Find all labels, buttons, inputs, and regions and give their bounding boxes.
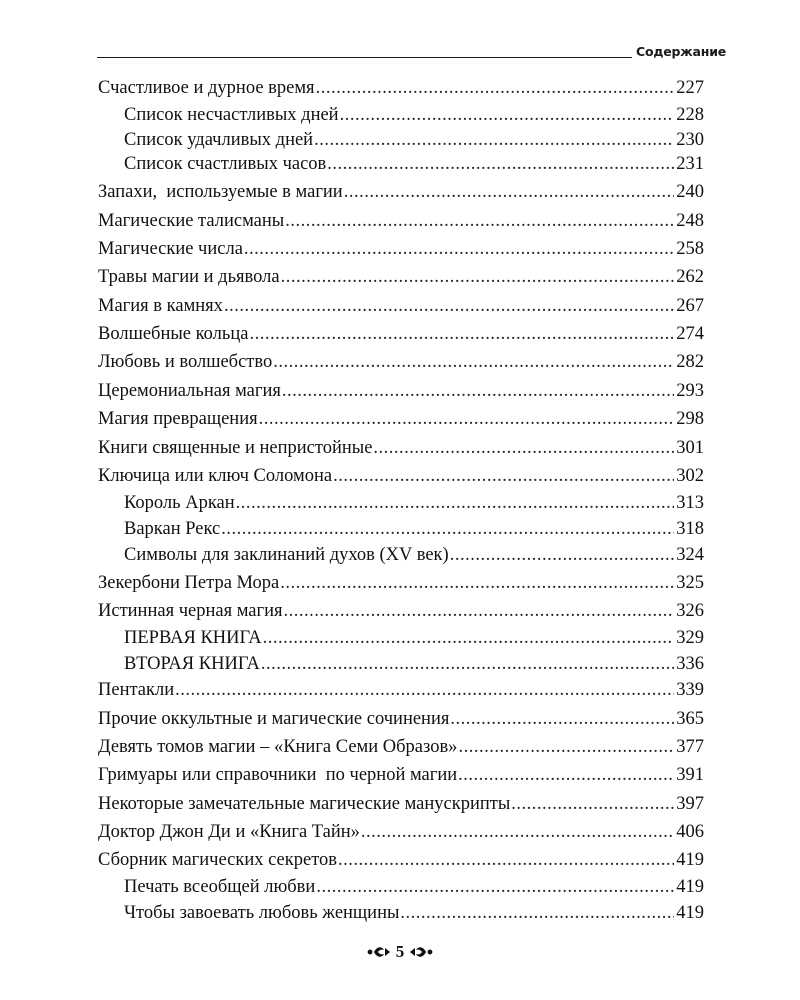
toc-entry-page: 293: [676, 381, 704, 401]
toc-entry-page: 267: [676, 296, 704, 316]
toc-entry: [98, 599, 704, 623]
dot-leader: [221, 517, 674, 541]
toc-entry-page: 419: [676, 877, 704, 897]
toc-entry-title: Книги священные и непристойные: [98, 438, 373, 458]
dot-leader: [261, 652, 674, 676]
toc-entry-title: Магические числа: [98, 239, 243, 259]
page-number: 5: [395, 942, 405, 961]
toc-entry: [124, 517, 704, 541]
dot-leader: [236, 491, 675, 515]
toc-entry-title: ПЕРВАЯ КНИГА: [124, 628, 262, 648]
toc-entry-page: 318: [676, 519, 704, 539]
toc-entry-page: 325: [676, 573, 704, 593]
toc-entry: [124, 652, 704, 676]
dot-leader: [333, 464, 674, 488]
dot-leader: [327, 152, 674, 176]
toc-entry-title: Гримуары или справочники по черной магии: [98, 765, 458, 785]
toc-entry: [124, 128, 704, 152]
toc-entry: [124, 491, 704, 515]
toc-entry-title: Некоторые замечательные магические манускрипты: [98, 794, 511, 814]
dot-leader: [284, 599, 675, 623]
dot-leader: [244, 237, 674, 261]
toc-entry: [98, 209, 704, 233]
toc-entry-page: 228: [676, 105, 704, 125]
toc-entry-page: 227: [676, 78, 704, 98]
toc-entry-page: 248: [676, 211, 704, 231]
toc-entry-page: 329: [676, 628, 704, 648]
toc-entry: [98, 76, 704, 100]
toc-entry-page: 419: [676, 903, 704, 923]
dot-leader: [259, 407, 675, 431]
toc-entry-title: Девять томов магии – «Книга Семи Образов»: [98, 737, 458, 757]
toc-entry-title: ВТОРАЯ КНИГА: [124, 654, 260, 674]
dot-leader: [281, 265, 675, 289]
dot-leader: [373, 436, 674, 460]
toc-entry-title: Пентакли: [98, 680, 175, 700]
toc-entry-title: Счастливое и дурное время: [98, 78, 315, 98]
dot-leader: [450, 543, 675, 567]
toc-entry-title: Запахи, используемые в магии: [98, 182, 343, 202]
dot-leader: [314, 128, 674, 152]
toc-entry-title: Травы магии и дьявола: [98, 267, 280, 287]
toc-entry: [98, 350, 704, 374]
toc-entry: [98, 464, 704, 488]
toc-entry-page: 339: [676, 680, 704, 700]
toc-entry-page: 397: [676, 794, 704, 814]
dot-leader: [400, 901, 674, 925]
toc-entry-page: 391: [676, 765, 704, 785]
toc-entry-title: Список несчастливых дней: [124, 105, 339, 125]
page-footer: [0, 940, 800, 964]
toc-entry: [98, 379, 704, 403]
toc-entry-title: Доктор Джон Ди и «Книга Тайн»: [98, 822, 360, 842]
toc-entry-title: Варкан Рекс: [124, 519, 221, 539]
dot-leader: [316, 875, 674, 899]
dot-leader: [280, 571, 674, 595]
toc-entry-page: 262: [676, 267, 704, 287]
dot-leader: [361, 820, 674, 844]
toc-entry-page: 240: [676, 182, 704, 202]
toc-entry-title: Церемониальная магия: [98, 381, 281, 401]
toc-entry-page: 406: [676, 822, 704, 842]
toc-entry: [98, 322, 704, 346]
toc-entry-page: 258: [676, 239, 704, 259]
toc-entry-page: 324: [676, 545, 704, 565]
floral-ornament-icon: [408, 945, 434, 959]
toc-entry-page: 274: [676, 324, 704, 344]
toc-entry: [124, 103, 704, 127]
toc-entry-page: 326: [676, 601, 704, 621]
toc-entry-page: 419: [676, 850, 704, 870]
dot-leader: [316, 76, 675, 100]
toc-entry-page: 377: [676, 737, 704, 757]
toc-entry-title: Магия в камнях: [98, 296, 223, 316]
toc-entry-title: Ключица или ключ Соломона: [98, 466, 333, 486]
toc-entry-title: Магия превращения: [98, 409, 258, 429]
dot-leader: [224, 294, 674, 318]
toc-entry: [98, 237, 704, 261]
toc-entry: [98, 294, 704, 318]
toc-entry: [98, 571, 704, 595]
toc-entry: [98, 735, 704, 759]
toc-entry: [98, 678, 704, 702]
toc-entry-page: 302: [676, 466, 704, 486]
toc-entry: [98, 792, 704, 816]
toc-entry: [98, 707, 704, 731]
dot-leader: [458, 763, 674, 787]
toc-entry-title: Сборник магических секретов: [98, 850, 338, 870]
dot-leader: [458, 735, 674, 759]
toc-entry: [98, 763, 704, 787]
dot-leader: [344, 180, 675, 204]
toc-entry-title: Волшебные кольца: [98, 324, 249, 344]
toc-entry: [98, 820, 704, 844]
dot-leader: [282, 379, 674, 403]
floral-ornament-icon: [366, 945, 392, 959]
dot-leader: [450, 707, 674, 731]
dot-leader: [511, 792, 674, 816]
running-header: Содержание: [636, 44, 727, 59]
toc-entry: [98, 848, 704, 872]
toc-entry-page: 301: [676, 438, 704, 458]
toc-entry-title: Список счастливых часов: [124, 154, 327, 174]
toc-entry: [98, 180, 704, 204]
toc-entry-page: 231: [676, 154, 704, 174]
dot-leader: [340, 103, 675, 127]
toc-entry-page: 298: [676, 409, 704, 429]
toc-entry-title: Истинная черная магия: [98, 601, 283, 621]
toc-entry: [124, 543, 704, 567]
toc-entry-title: Король Аркан: [124, 493, 235, 513]
toc-entry: [124, 626, 704, 650]
toc-entry: [124, 152, 704, 176]
dot-leader: [285, 209, 674, 233]
toc-entry: [98, 265, 704, 289]
toc-entry-title: Магические талисманы: [98, 211, 285, 231]
toc-entry-page: 336: [676, 654, 704, 674]
toc-entry-title: Чтобы завоевать любовь женщины: [124, 903, 400, 923]
toc-entry: [124, 901, 704, 925]
dot-leader: [175, 678, 674, 702]
dot-leader: [273, 350, 674, 374]
toc-entry-page: 365: [676, 709, 704, 729]
toc-entry-title: Прочие оккультные и магические сочинения: [98, 709, 450, 729]
toc-entry-title: Список удачливых дней: [124, 130, 314, 150]
toc-entry: [98, 407, 704, 431]
toc-entry-title: Любовь и волшебство: [98, 352, 273, 372]
dot-leader: [263, 626, 675, 650]
toc-entry-page: 230: [676, 130, 704, 150]
dot-leader: [338, 848, 674, 872]
toc-entry-page: 282: [676, 352, 704, 372]
toc-entry-title: Печать всеобщей любви: [124, 877, 316, 897]
toc-entry-page: 313: [676, 493, 704, 513]
toc-entry-title: Зекербони Петра Мора: [98, 573, 280, 593]
toc-entry: [124, 875, 704, 899]
dot-leader: [249, 322, 674, 346]
toc-entry: [98, 436, 704, 460]
toc-entry-title: Символы для заклинаний духов (XV век): [124, 545, 449, 565]
